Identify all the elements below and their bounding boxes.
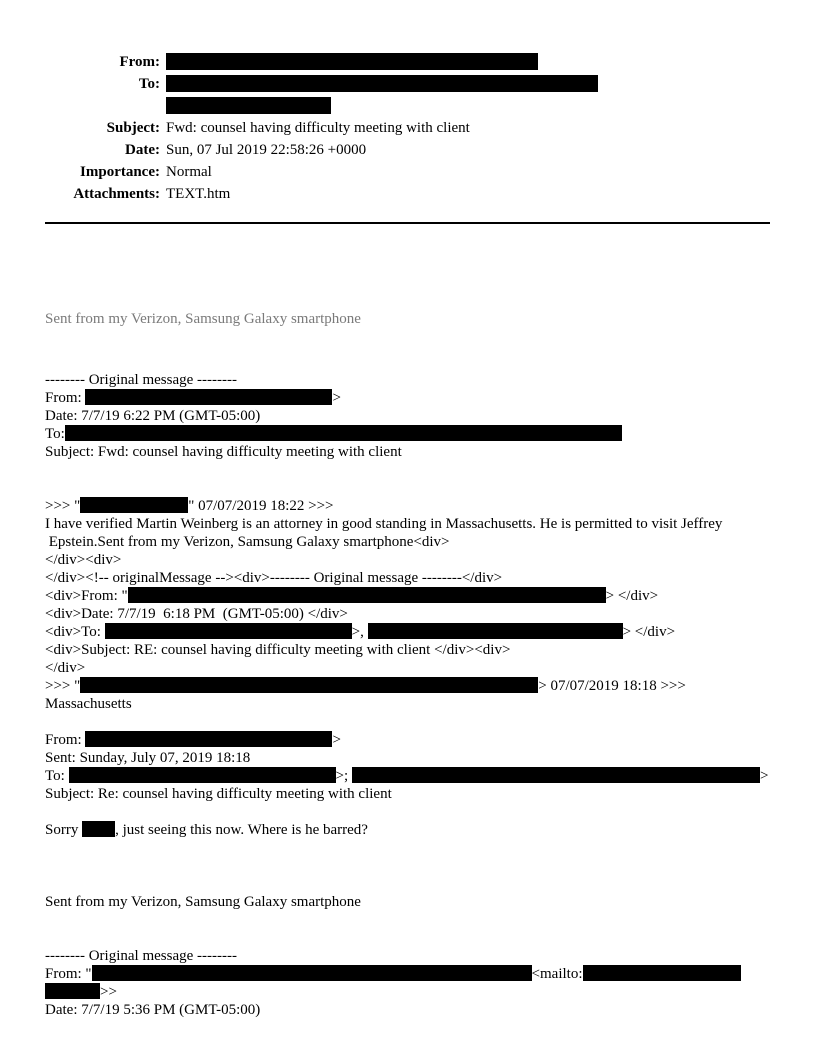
email-header [45, 51, 796, 205]
header-subject-row [45, 117, 796, 139]
msg2-to-line [45, 767, 796, 785]
redaction-bar [166, 53, 538, 70]
msg2-from-prefix: From: [45, 732, 86, 748]
signature-line-black: Sent from my Verizon, Samsung Galaxy smartphone [45, 894, 361, 910]
signature-line-gray: Sent from my Verizon, Samsung Galaxy smartphone [45, 311, 361, 327]
header-to-row-2 [45, 95, 796, 117]
date-label: Date: [125, 142, 160, 158]
msg3-divider: -------- Original message -------- [45, 948, 237, 964]
from-value [166, 51, 538, 73]
gw1-from-prefix: <div>From: " [45, 588, 128, 604]
importance-label: Importance: [80, 164, 160, 180]
redaction-bar [128, 587, 606, 603]
msg3-from-line-2 [45, 983, 796, 1001]
from-suffix: > [332, 390, 341, 406]
subject-value: Fwd: counsel having difficulty meeting with client [166, 120, 470, 136]
date-value: Sun, 07 Jul 2019 22:58:26 +0000 [166, 142, 367, 158]
gw1-body-line-2: Epstein.Sent from my Verizon, Samsung Galaxy smartphone<div> [45, 534, 450, 550]
redaction-bar [166, 97, 331, 114]
redaction-bar [80, 497, 188, 513]
gw1-from-suffix: > </div> [605, 588, 659, 604]
redaction-bar [352, 767, 760, 783]
gw1-suffix: " 07/07/2019 18:22 >>> [188, 498, 334, 514]
gw1-html-line-2: </div><!-- originalMessage --><div>-------- Original message --------</div> [45, 570, 503, 586]
gw2-suffix: > 07/07/2019 18:18 >>> [538, 678, 686, 694]
importance-value: Normal [166, 164, 212, 180]
subject-label: Subject: [106, 120, 160, 136]
msg2-subject-line: Subject: Re: counsel having difficulty meeting with client [45, 786, 392, 802]
redaction-bar [80, 677, 538, 693]
reply-suffix: , just seeing this now. Where is he barred? [115, 822, 368, 838]
redaction-bar [105, 623, 352, 639]
to-value [166, 73, 598, 95]
msg1-date-line: Date: 7/7/19 6:22 PM (GMT-05:00) [45, 408, 261, 424]
gw1-html-line-1: </div><div> [45, 552, 122, 568]
header-importance-row [45, 161, 796, 183]
msg2-from-line [45, 731, 796, 749]
header-date-row [45, 139, 796, 161]
redaction-bar [92, 965, 532, 981]
msg1-from-line [45, 389, 796, 407]
gw2-answer-line: Massachusetts [45, 696, 132, 712]
original-message-divider: -------- Original message -------- [45, 372, 237, 388]
msg1-to-line [45, 425, 796, 443]
msg2-to-prefix: To: [45, 768, 69, 784]
groupwise2-header-line [45, 677, 796, 695]
redaction-bar [45, 983, 100, 999]
msg3-date-line: Date: 7/7/19 5:36 PM (GMT-05:00) [45, 1002, 261, 1018]
gw2-prefix: >>> " [45, 678, 81, 694]
redaction-bar [85, 389, 332, 405]
groupwise1-header-line [45, 497, 796, 515]
redaction-bar [368, 623, 623, 639]
gw1-to-line [45, 623, 796, 641]
msg2-reply-line [45, 821, 796, 839]
msg3-from-prefix: From: " [45, 966, 92, 982]
redaction-bar [82, 821, 115, 837]
header-to-row [45, 73, 796, 95]
header-from-row [45, 51, 796, 73]
msg3-from-mid: <mailto: [531, 966, 583, 982]
redaction-bar [583, 965, 741, 981]
msg2-to-suffix: > [759, 768, 769, 784]
gw1-from-line [45, 587, 796, 605]
email-body [45, 310, 796, 1019]
to-prefix: To: [45, 426, 65, 442]
gw1-to-suffix: > </div> [622, 624, 676, 640]
redaction-bar [69, 767, 336, 783]
redaction-bar [65, 425, 622, 441]
to-value-continued [166, 95, 331, 117]
empty-label [45, 95, 160, 117]
gw1-subject-line: <div>Subject: RE: counsel having difficulty meeting with client </div><div> [45, 642, 511, 658]
gw1-date-line: <div>Date: 7/7/19 6:18 PM (GMT-05:00) </div> [45, 606, 348, 622]
attachments-value: TEXT.htm [166, 186, 231, 202]
redaction-bar [166, 75, 598, 92]
gw1-to-mid: >, [351, 624, 368, 640]
gw1-to-prefix: <div>To: [45, 624, 105, 640]
msg3-from-line2-suffix: >> [100, 984, 117, 1000]
gw1-body-line-1: I have verified Martin Weinberg is an attorney in good standing in Massachusetts. He is permitted to visit Jeffrey [45, 516, 723, 532]
redaction-bar [85, 731, 332, 747]
gw1-prefix: >>> " [45, 498, 81, 514]
msg2-from-suffix: > [332, 732, 341, 748]
msg2-to-mid: >; [335, 768, 352, 784]
gw1-html-line-3: </div> [45, 660, 86, 676]
reply-prefix: Sorry [45, 822, 83, 838]
msg3-from-line [45, 965, 796, 983]
msg1-subject-line: Subject: Fwd: counsel having difficulty meeting with client [45, 444, 402, 460]
to-label: To: [138, 76, 160, 92]
header-attachments-row [45, 183, 796, 205]
header-divider-rule [45, 222, 770, 224]
from-prefix: From: [45, 390, 86, 406]
from-label: From: [119, 54, 160, 70]
attachments-label: Attachments: [73, 186, 160, 202]
msg2-sent-line: Sent: Sunday, July 07, 2019 18:18 [45, 750, 251, 766]
